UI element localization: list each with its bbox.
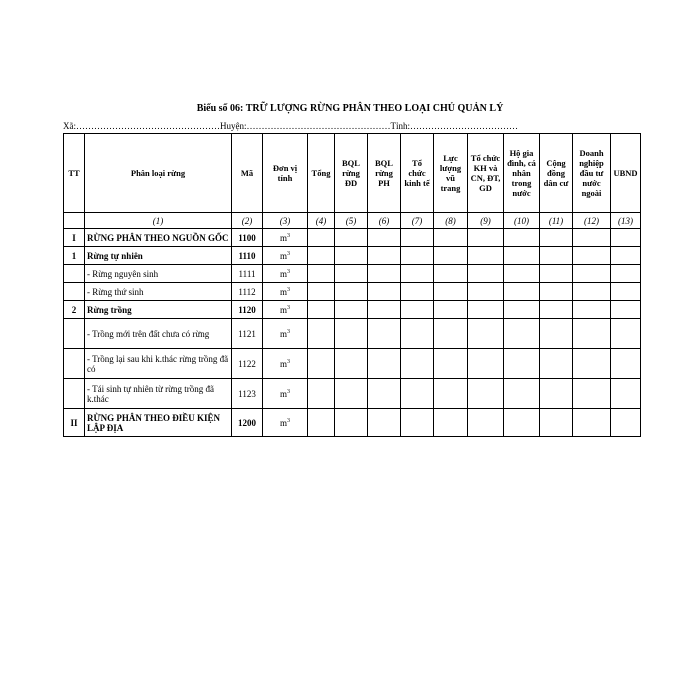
row-tt: I xyxy=(64,229,85,247)
data-cell[interactable] xyxy=(401,379,434,409)
data-cell[interactable] xyxy=(504,265,540,283)
data-cell[interactable] xyxy=(368,409,401,437)
data-cell[interactable] xyxy=(540,409,573,437)
header-economic-org: Tổ chức kinh tế xyxy=(401,134,434,213)
table-row xyxy=(64,265,641,283)
column-number: (9) xyxy=(468,213,504,229)
data-cell[interactable] xyxy=(540,301,573,319)
xa-field[interactable]: ………………………………………… xyxy=(76,121,220,131)
row-unit xyxy=(263,301,308,319)
table-row xyxy=(64,349,641,379)
unit-base: m xyxy=(279,304,287,315)
row-unit xyxy=(263,379,308,409)
unit-base: m xyxy=(279,250,287,261)
row-forest-class: - Tái sinh tự nhiên từ rừng trồng đã k.thác xyxy=(85,379,232,409)
data-cell[interactable] xyxy=(401,349,434,379)
data-cell[interactable] xyxy=(308,283,335,301)
data-cell[interactable] xyxy=(434,379,468,409)
data-cell[interactable] xyxy=(401,301,434,319)
data-cell[interactable] xyxy=(401,229,434,247)
data-cell[interactable] xyxy=(504,349,540,379)
data-cell[interactable] xyxy=(573,349,611,379)
data-cell[interactable] xyxy=(504,379,540,409)
data-cell[interactable] xyxy=(611,265,641,283)
data-cell[interactable] xyxy=(434,301,468,319)
unit-exponent: 3 xyxy=(287,358,290,365)
data-cell[interactable] xyxy=(504,319,540,349)
unit-exponent: 3 xyxy=(287,286,290,293)
data-cell[interactable] xyxy=(504,283,540,301)
column-number: (12) xyxy=(573,213,611,229)
unit-exponent: 3 xyxy=(287,250,290,257)
data-cell[interactable] xyxy=(308,229,335,247)
row-tt xyxy=(64,265,85,283)
header-forest-class: Phân loại rừng xyxy=(85,134,232,213)
unit-base: m xyxy=(279,358,287,369)
data-cell[interactable] xyxy=(540,229,573,247)
column-number: (3) xyxy=(263,213,308,229)
unit-exponent: 3 xyxy=(287,268,290,275)
row-forest-class: - Rừng nguyên sinh xyxy=(85,265,232,283)
table-row xyxy=(64,409,641,437)
data-cell[interactable] xyxy=(468,349,504,379)
row-tt xyxy=(64,379,85,409)
row-unit xyxy=(263,283,308,301)
row-unit xyxy=(263,349,308,379)
row-tt: 2 xyxy=(64,301,85,319)
data-cell[interactable] xyxy=(573,265,611,283)
table-row xyxy=(64,283,641,301)
data-cell[interactable] xyxy=(540,265,573,283)
data-cell[interactable] xyxy=(573,301,611,319)
row-code: 1122 xyxy=(232,349,263,379)
huyen-field[interactable]: ………………………………………… xyxy=(246,121,391,131)
row-code: 1100 xyxy=(232,229,263,247)
data-cell[interactable] xyxy=(504,409,540,437)
data-cell[interactable] xyxy=(368,229,401,247)
data-cell[interactable] xyxy=(468,379,504,409)
data-cell[interactable] xyxy=(401,283,434,301)
data-cell[interactable] xyxy=(573,283,611,301)
column-number: (5) xyxy=(335,213,368,229)
data-cell[interactable] xyxy=(368,319,401,349)
data-cell[interactable] xyxy=(434,319,468,349)
data-cell[interactable] xyxy=(611,301,641,319)
header-bql-ph: BQL rừng PH xyxy=(368,134,401,213)
unit-exponent: 3 xyxy=(287,304,290,311)
row-forest-class: Rừng trồng xyxy=(85,301,232,319)
row-forest-class: Rừng tự nhiên xyxy=(85,247,232,265)
table-row xyxy=(64,319,641,349)
huyen-label: Huyện: xyxy=(220,121,247,131)
unit-exponent: 3 xyxy=(287,232,290,239)
data-cell[interactable] xyxy=(611,229,641,247)
header-total: Tổng xyxy=(308,134,335,213)
row-tt: 1 xyxy=(64,247,85,265)
data-cell[interactable] xyxy=(401,265,434,283)
unit-base: m xyxy=(279,286,287,297)
form-title: Biểu số 06: TRỮ LƯỢNG RỪNG PHÂN THEO LOẠI CHỦ QUẢN LÝ xyxy=(196,103,504,114)
forest-reserve-table xyxy=(63,133,641,437)
data-cell[interactable] xyxy=(504,301,540,319)
data-cell[interactable] xyxy=(573,247,611,265)
data-cell[interactable] xyxy=(308,319,335,349)
row-tt xyxy=(64,283,85,301)
data-cell[interactable] xyxy=(468,247,504,265)
data-cell[interactable] xyxy=(401,409,434,437)
data-cell[interactable] xyxy=(335,229,368,247)
row-forest-class: - Trồng mới trên đất chưa có rừng xyxy=(85,319,232,349)
row-code: 1112 xyxy=(232,283,263,301)
row-tt xyxy=(64,349,85,379)
data-cell[interactable] xyxy=(611,349,641,379)
data-cell[interactable] xyxy=(540,349,573,379)
tinh-label: Tỉnh: xyxy=(390,121,410,131)
unit-base: m xyxy=(279,268,287,279)
unit-base: m xyxy=(279,232,287,243)
data-cell[interactable] xyxy=(504,229,540,247)
data-cell[interactable] xyxy=(540,319,573,349)
row-tt xyxy=(64,319,85,349)
data-cell[interactable] xyxy=(335,301,368,319)
data-cell[interactable] xyxy=(468,283,504,301)
header-bql-dd: BQL rừng ĐD xyxy=(335,134,368,213)
column-number: (1) xyxy=(85,213,232,229)
data-cell[interactable] xyxy=(368,283,401,301)
unit-base: m xyxy=(279,328,287,339)
row-code: 1123 xyxy=(232,379,263,409)
table-row xyxy=(64,229,641,247)
data-cell[interactable] xyxy=(540,283,573,301)
data-cell[interactable] xyxy=(335,379,368,409)
column-number: (10) xyxy=(504,213,540,229)
data-cell[interactable] xyxy=(611,319,641,349)
header-science-org: Tổ chức KH và CN, ĐT, GD xyxy=(468,134,504,213)
data-cell[interactable] xyxy=(308,409,335,437)
row-forest-class: - Rừng thứ sinh xyxy=(85,283,232,301)
data-cell[interactable] xyxy=(468,319,504,349)
header-foreign-enterprise: Doanh nghiệp đầu tư nước ngoài xyxy=(573,134,611,213)
row-unit xyxy=(263,247,308,265)
data-cell[interactable] xyxy=(308,247,335,265)
data-cell[interactable] xyxy=(611,409,641,437)
tinh-field[interactable]: ……………………………… xyxy=(410,121,518,131)
header-row xyxy=(64,134,641,213)
row-unit xyxy=(263,265,308,283)
unit-base: m xyxy=(279,388,287,399)
data-cell[interactable] xyxy=(434,265,468,283)
row-code: 1121 xyxy=(232,319,263,349)
data-cell[interactable] xyxy=(611,247,641,265)
data-cell[interactable] xyxy=(368,349,401,379)
table-row xyxy=(64,379,641,409)
data-cell[interactable] xyxy=(308,379,335,409)
column-number xyxy=(64,213,85,229)
header-ubnd: UBND xyxy=(611,134,641,213)
data-cell[interactable] xyxy=(401,319,434,349)
data-cell[interactable] xyxy=(368,301,401,319)
data-cell[interactable] xyxy=(504,247,540,265)
header-unit: Đơn vị tính xyxy=(263,134,308,213)
data-cell[interactable] xyxy=(540,379,573,409)
unit-exponent: 3 xyxy=(287,328,290,335)
data-cell[interactable] xyxy=(468,265,504,283)
location-line xyxy=(63,121,635,131)
row-code: 1110 xyxy=(232,247,263,265)
data-cell[interactable] xyxy=(368,379,401,409)
data-cell[interactable] xyxy=(335,409,368,437)
column-number: (7) xyxy=(401,213,434,229)
row-forest-class: RỪNG PHÂN THEO ĐIỀU KIỆN LẬP ĐỊA xyxy=(85,409,232,437)
data-cell[interactable] xyxy=(308,349,335,379)
data-cell[interactable] xyxy=(434,409,468,437)
header-tt: TT xyxy=(64,134,85,213)
table-body xyxy=(64,229,641,437)
header-community: Cộng đồng dân cư xyxy=(540,134,573,213)
data-cell[interactable] xyxy=(468,409,504,437)
row-unit xyxy=(263,409,308,437)
data-cell[interactable] xyxy=(540,247,573,265)
row-unit xyxy=(263,319,308,349)
data-cell[interactable] xyxy=(335,283,368,301)
data-cell[interactable] xyxy=(611,283,641,301)
data-cell[interactable] xyxy=(335,349,368,379)
unit-base: m xyxy=(279,417,287,428)
data-cell[interactable] xyxy=(434,349,468,379)
row-code: 1200 xyxy=(232,409,263,437)
data-cell[interactable] xyxy=(573,229,611,247)
data-cell[interactable] xyxy=(611,379,641,409)
data-cell[interactable] xyxy=(335,247,368,265)
column-number: (6) xyxy=(368,213,401,229)
data-cell[interactable] xyxy=(401,247,434,265)
data-cell[interactable] xyxy=(368,265,401,283)
column-number: (11) xyxy=(540,213,573,229)
data-cell[interactable] xyxy=(308,301,335,319)
row-code: 1120 xyxy=(232,301,263,319)
row-forest-class: RỪNG PHÂN THEO NGUỒN GỐC xyxy=(85,229,232,247)
xa-label: Xã: xyxy=(63,121,76,131)
header-households: Hộ gia đình, cá nhân trong nước xyxy=(504,134,540,213)
data-cell[interactable] xyxy=(573,379,611,409)
column-number: (4) xyxy=(308,213,335,229)
data-cell[interactable] xyxy=(573,319,611,349)
data-cell[interactable] xyxy=(468,229,504,247)
column-number: (8) xyxy=(434,213,468,229)
unit-exponent: 3 xyxy=(287,417,290,424)
data-cell[interactable] xyxy=(368,247,401,265)
header-code: Mã xyxy=(232,134,263,213)
table-row xyxy=(64,301,641,319)
row-forest-class: - Trồng lại sau khi k.thác rừng trồng đã có xyxy=(85,349,232,379)
column-number-row xyxy=(64,213,641,229)
data-cell[interactable] xyxy=(573,409,611,437)
unit-exponent: 3 xyxy=(287,388,290,395)
column-number: (2) xyxy=(232,213,263,229)
data-cell[interactable] xyxy=(308,265,335,283)
data-cell[interactable] xyxy=(434,247,468,265)
data-cell[interactable] xyxy=(434,229,468,247)
column-number: (13) xyxy=(611,213,641,229)
row-code: 1111 xyxy=(232,265,263,283)
data-cell[interactable] xyxy=(468,301,504,319)
row-tt: II xyxy=(64,409,85,437)
data-cell[interactable] xyxy=(434,283,468,301)
data-cell[interactable] xyxy=(335,265,368,283)
row-unit xyxy=(263,229,308,247)
header-armed-forces: Lực lượng vũ trang xyxy=(434,134,468,213)
table-row xyxy=(64,247,641,265)
data-cell[interactable] xyxy=(335,319,368,349)
